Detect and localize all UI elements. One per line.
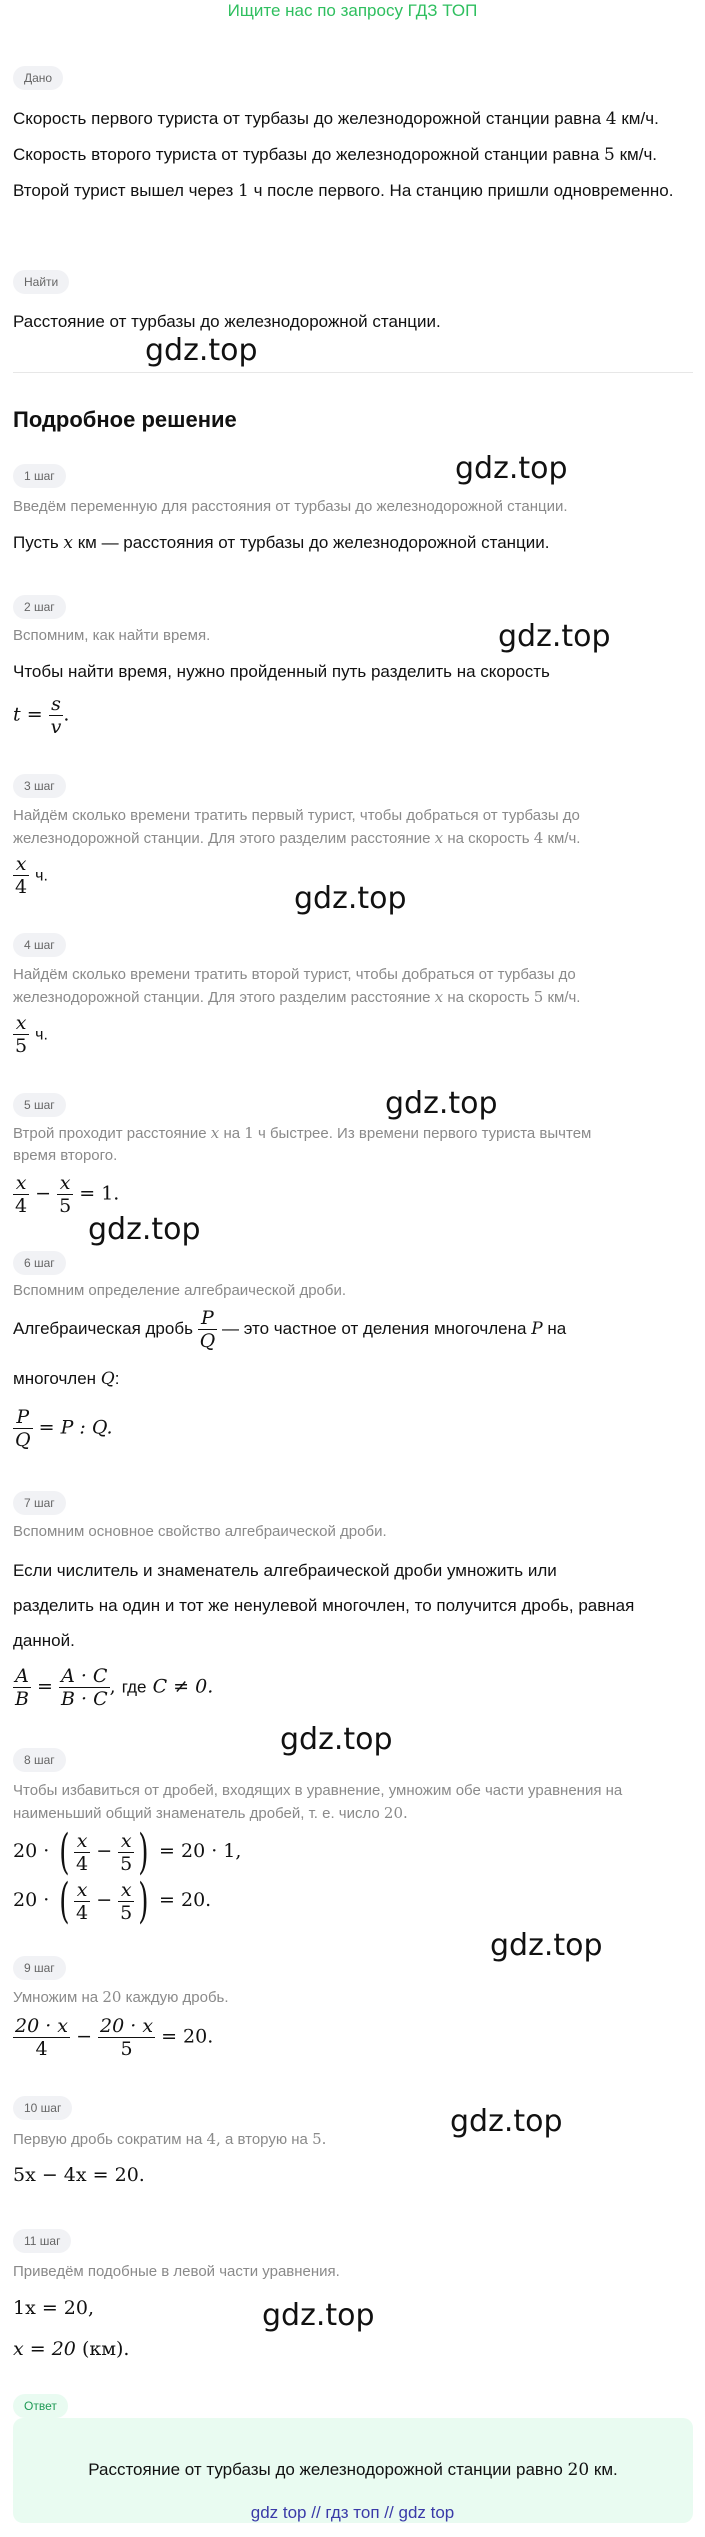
step-8-l2-minus: − <box>96 1889 113 1911</box>
step-4-desc-b: железнодорожной станции. Для этого разделим расстояние <box>13 989 431 1006</box>
step-1-chip-wrap <box>13 464 66 488</box>
step-5-formula <box>13 1172 119 1217</box>
step-4-unit: ч. <box>35 1026 48 1044</box>
step-5-fraction-2 <box>57 1172 73 1217</box>
watermark: gdz.top <box>145 333 258 368</box>
step-7-l-num: A <box>13 1665 31 1688</box>
step-6-eq-fraction <box>13 1406 33 1451</box>
step-2-formula <box>13 693 69 738</box>
step-8-l1-minus: − <box>96 1840 113 1862</box>
step-7-text <box>13 1553 693 1658</box>
header-search-hint[interactable]: Ищите нас по запросу ГДЗ ТОП <box>227 1 478 20</box>
answer-text <box>13 2452 693 2488</box>
step-11-chip-wrap <box>13 2229 71 2253</box>
step-5-desc-var: x <box>210 1124 220 1142</box>
step-9-fraction-1 <box>13 2015 70 2060</box>
answer-unit: км. <box>593 2460 618 2479</box>
step-2-eq: = <box>26 703 43 726</box>
given-text-1: Скорость первого туриста от турбазы до железнодорожной станции равна <box>13 109 602 128</box>
step-6-var-q: Q <box>100 1369 115 1389</box>
footer-link-2[interactable]: гдз топ <box>325 2503 380 2522</box>
step-5-desc-c: ч быстрее. Из времени первого туриста вычтем <box>257 1125 592 1142</box>
step-8-line2-rhs: = 20. <box>159 1889 212 1911</box>
step-4-chip-wrap <box>13 933 66 957</box>
step-9-desc <box>13 1986 693 2009</box>
step-6-chip-wrap <box>13 1251 66 1275</box>
step-11-chip: 11 шаг <box>13 2229 71 2253</box>
step-9-desc-a: Умножим на <box>13 1989 99 2006</box>
step-6-text-line-2 <box>13 1361 693 1397</box>
step-7-text-a: Если числитель и знаменатель алгебраической дроби умножить или <box>13 1561 557 1580</box>
given-v1: 4 <box>605 109 617 129</box>
step-3-desc <box>13 805 693 850</box>
answer-chip: Ответ <box>13 2394 68 2418</box>
step-6-colon: : <box>114 1369 120 1388</box>
step-11-eq-1: 1x = 20, <box>13 2297 95 2319</box>
step-5-chip-wrap <box>13 1093 66 1117</box>
step-9-f1-num: 20 · x <box>15 2015 69 2037</box>
step-6-text-a: Алгебраическая дробь <box>13 1319 193 1338</box>
step-9-chip-wrap <box>13 1956 66 1980</box>
step-2-den: v <box>50 716 62 738</box>
step-5-f1-den: 4 <box>15 1195 28 1217</box>
step-5-f2-num: x <box>57 1172 73 1195</box>
step-4-desc-speed: 5 <box>533 988 544 1006</box>
step-8-l2-f1-num: x <box>74 1879 90 1902</box>
given-text-4: км/ч. Второй турист вышел через <box>13 145 658 200</box>
step-3-num: x <box>13 853 29 876</box>
step-2-chip-wrap <box>13 595 66 619</box>
step-4-formula <box>13 1012 48 1057</box>
footer-link-3[interactable]: gdz top <box>398 2503 455 2522</box>
step-8-l1-f2-num: x <box>118 1830 134 1853</box>
given-v2: 5 <box>604 145 615 165</box>
step-8-l1-fraction-1 <box>74 1830 90 1875</box>
step-7-text-c: данной. <box>13 1631 75 1650</box>
step-5-desc <box>13 1122 693 1167</box>
step-4-chip: 4 шаг <box>13 933 66 957</box>
step-3-desc-unit: км/ч. <box>547 830 581 847</box>
step-3-chip: 3 шаг <box>13 774 66 798</box>
step-2-chip: 2 шаг <box>13 595 66 619</box>
step-5-desc-d: время второго. <box>13 1147 118 1164</box>
watermark: gdz.top <box>498 619 611 654</box>
given-text-6: пришли одновременно. <box>487 181 674 200</box>
step-8-l1-fraction-2 <box>118 1830 134 1875</box>
step-2-dot: . <box>63 703 70 726</box>
given-text-2: км/ч. Скорость второго туриста от турбазы до железнодорожной станции <box>13 109 659 164</box>
step-4-desc <box>13 964 693 1009</box>
step-9-rhs: = 20. <box>161 2025 214 2048</box>
step-8-l2-f2-den: 5 <box>120 1901 133 1924</box>
step-3-den: 4 <box>15 876 28 898</box>
answer-text-main: Расстояние от турбазы до железнодорожной станции равно <box>88 2460 563 2479</box>
answer-chip-wrap <box>13 2394 68 2418</box>
step-8-desc <box>13 1780 693 1825</box>
step-6-f-num: P <box>198 1307 218 1330</box>
section-divider <box>13 372 693 373</box>
step-2-desc: Вспомним, как найти время. <box>13 627 211 644</box>
step-8-l1-f1-den: 4 <box>76 1852 89 1875</box>
step-2-lhs: t <box>13 703 21 726</box>
find-chip: Найти <box>13 270 69 294</box>
watermark: gdz.top <box>280 1722 393 1757</box>
step-9-f2-den: 5 <box>120 2038 133 2060</box>
watermark: gdz.top <box>294 881 407 916</box>
watermark: gdz.top <box>490 1928 603 1963</box>
step-3-desc-var: x <box>434 829 444 847</box>
step-8-line2-lhs: 20 · <box>13 1889 50 1911</box>
find-text: Расстояние от турбазы до железнодорожной станции. <box>13 312 441 331</box>
step-5-minus: − <box>35 1182 52 1205</box>
step-2-num: s <box>49 693 64 716</box>
step-8-line1-lhs: 20 · <box>13 1840 50 1862</box>
step-10-desc-n1: 4, <box>206 2130 221 2148</box>
step-4-num: x <box>13 1012 29 1035</box>
step-5-f2-den: 5 <box>59 1195 72 1217</box>
given-t: 1 <box>238 181 249 201</box>
step-7-comma: , <box>109 1675 116 1698</box>
step-5-rhs: = 1. <box>79 1182 120 1205</box>
solution-title: Подробное решение <box>13 407 237 432</box>
step-7-eq: = <box>37 1675 53 1698</box>
step-7-where: где <box>121 1677 147 1697</box>
step-10-desc-b: а вторую на <box>224 2131 308 2148</box>
step-3-unit: ч. <box>35 867 48 885</box>
step-7-r-fraction <box>59 1665 110 1710</box>
answer-value: 20 <box>567 2460 590 2480</box>
given-text-3: равна <box>552 145 600 164</box>
step-1-chip: 1 шаг <box>13 464 66 488</box>
step-8-l2-f1-den: 4 <box>76 1901 89 1924</box>
step-1-text-b: км — расстояния от турбазы до железнодорожной станции. <box>77 533 550 552</box>
step-3-desc-speed: 4 <box>533 829 544 847</box>
step-6-eq-rhs: = P : Q. <box>38 1416 113 1439</box>
step-7-cond: C ≠ 0. <box>152 1675 214 1698</box>
footer-sep-2: // <box>384 2503 394 2522</box>
step-4-desc-c: на скорость <box>447 989 530 1006</box>
footer-sep-1: // <box>311 2503 321 2522</box>
step-6-text-line-1 <box>13 1306 693 1352</box>
watermark: gdz.top <box>455 451 568 486</box>
step-1-text <box>13 525 693 561</box>
step-5-desc-b: на <box>223 1125 241 1142</box>
step-4-den: 5 <box>15 1035 28 1057</box>
step-10-desc-n2: 5. <box>312 2130 327 2148</box>
step-8-desc-b: наименьший общий знаменатель дробей, т. е. число <box>13 1805 380 1822</box>
step-7-r-den: B · C <box>60 1688 108 1710</box>
step-6-formula <box>13 1406 113 1451</box>
step-11-eq2-unit: (км). <box>81 2338 130 2360</box>
step-9-minus: − <box>76 2025 92 2048</box>
step-3-desc-a: Найдём сколько времени тратить первый турист, чтобы добраться от турбазы до <box>13 807 580 824</box>
watermark: gdz.top <box>262 2298 375 2333</box>
step-10-chip: 10 шаг <box>13 2096 72 2120</box>
step-5-fraction-1 <box>13 1172 29 1217</box>
step-8-l2-f2-num: x <box>118 1879 134 1902</box>
footer-link-1[interactable]: gdz top <box>250 2503 307 2522</box>
step-9-formula <box>13 2015 213 2060</box>
step-4-fraction <box>13 1012 29 1057</box>
step-4-desc-a: Найдём сколько времени тратить второй турист, чтобы добраться от турбазы до <box>13 966 576 983</box>
step-6-eq-den: Q <box>15 1429 31 1451</box>
step-10-chip-wrap <box>13 2096 72 2120</box>
step-8-chip-wrap <box>13 1748 66 1772</box>
footer-links <box>0 2503 705 2523</box>
find-chip-wrap <box>13 270 69 294</box>
step-10-desc-a: Первую дробь сократим на <box>13 2131 203 2148</box>
step-9-chip: 9 шаг <box>13 1956 66 1980</box>
step-8-rparen-2: ) <box>138 1873 149 1929</box>
watermark: gdz.top <box>450 2104 563 2139</box>
watermark: gdz.top <box>88 1212 201 1247</box>
step-8-lparen-1: ( <box>59 1824 70 1880</box>
given-chip-wrap <box>13 66 63 90</box>
step-10-desc <box>13 2128 693 2151</box>
step-9-desc-num: 20 <box>102 1988 122 2006</box>
step-3-chip-wrap <box>13 774 66 798</box>
step-1-var: x <box>63 533 73 553</box>
step-7-l-fraction <box>13 1665 31 1710</box>
step-8-rparen-1: ) <box>138 1824 149 1880</box>
step-7-desc: Вспомним основное свойство алгебраической дроби. <box>13 1523 387 1540</box>
step-9-f1-den: 4 <box>35 2038 48 2060</box>
step-3-desc-c: на скорость <box>447 830 530 847</box>
step-2-text: Чтобы найти время, нужно пройденный путь разделить на скорость <box>13 662 550 681</box>
step-6-text-c: на <box>547 1319 567 1338</box>
step-9-fraction-2 <box>98 2015 155 2060</box>
step-5-chip: 5 шаг <box>13 1093 66 1117</box>
step-3-fraction <box>13 853 29 898</box>
step-8-desc-num: 20. <box>383 1804 408 1822</box>
step-6-f-den: Q <box>199 1330 216 1353</box>
step-11-desc: Приведём подобные в левой части уравнения. <box>13 2263 340 2280</box>
step-1-desc: Введём переменную для расстояния от турбазы до железнодорожной станции. <box>13 498 568 515</box>
step-10-formula: 5x − 4x = 20. <box>13 2164 145 2186</box>
step-3-desc-b: железнодорожной станции. Для этого разделим расстояние <box>13 830 431 847</box>
step-7-formula <box>13 1665 213 1710</box>
step-7-chip: 7 шаг <box>13 1491 66 1515</box>
step-6-fraction <box>198 1307 218 1352</box>
step-4-desc-var: x <box>434 988 444 1006</box>
step-5-f1-num: x <box>13 1172 29 1195</box>
step-8-l2-fraction-2 <box>118 1879 134 1924</box>
step-8-l1-f2-den: 5 <box>120 1852 133 1875</box>
step-6-desc: Вспомним определение алгебраической дроби. <box>13 1282 347 1299</box>
given-chip: Дано <box>13 66 63 90</box>
step-7-text-b: разделить на один и тот же ненулевой многочлен, то получится дробь, равная <box>13 1596 635 1615</box>
step-11-eq-2 <box>13 2338 129 2360</box>
step-8-line1-rhs: = 20 · 1, <box>159 1840 242 1862</box>
given-text <box>13 101 693 209</box>
step-4-desc-unit: км/ч. <box>547 989 581 1006</box>
step-6-chip: 6 шаг <box>13 1251 66 1275</box>
step-8-line-2 <box>13 1871 211 1931</box>
step-8-chip: 8 шаг <box>13 1748 66 1772</box>
step-7-l-den: B <box>15 1688 29 1710</box>
step-5-desc-num: 1 <box>244 1124 254 1142</box>
step-9-desc-b: каждую дробь. <box>125 1989 229 2006</box>
step-7-chip-wrap <box>13 1491 66 1515</box>
step-6-text-d: многочлен <box>13 1369 97 1388</box>
step-6-text-b: — это частное от деления многочлена <box>221 1319 527 1338</box>
step-9-f2-num: 20 · x <box>100 2015 154 2037</box>
step-8-desc-a: Чтобы избавиться от дробей, входящих в уравнение, умножим обе части уравнения на <box>13 1782 623 1799</box>
step-1-text-a: Пусть <box>13 533 59 552</box>
step-3-formula <box>13 853 48 898</box>
given-text-5: ч после первого. На станцию <box>253 181 483 200</box>
step-2-fraction <box>49 693 64 738</box>
watermark: gdz.top <box>385 1086 498 1121</box>
step-6-eq-num: P <box>13 1406 33 1429</box>
step-5-desc-a: Втрой проходит расстояние <box>13 1125 207 1142</box>
step-8-l2-fraction-1 <box>74 1879 90 1924</box>
step-7-r-num: A · C <box>59 1665 110 1688</box>
step-8-l1-f1-num: x <box>74 1830 90 1853</box>
step-6-var-p: P <box>531 1319 543 1339</box>
step-8-lparen-2: ( <box>59 1873 70 1929</box>
step-11-eq2: x = 20 <box>13 2338 76 2360</box>
